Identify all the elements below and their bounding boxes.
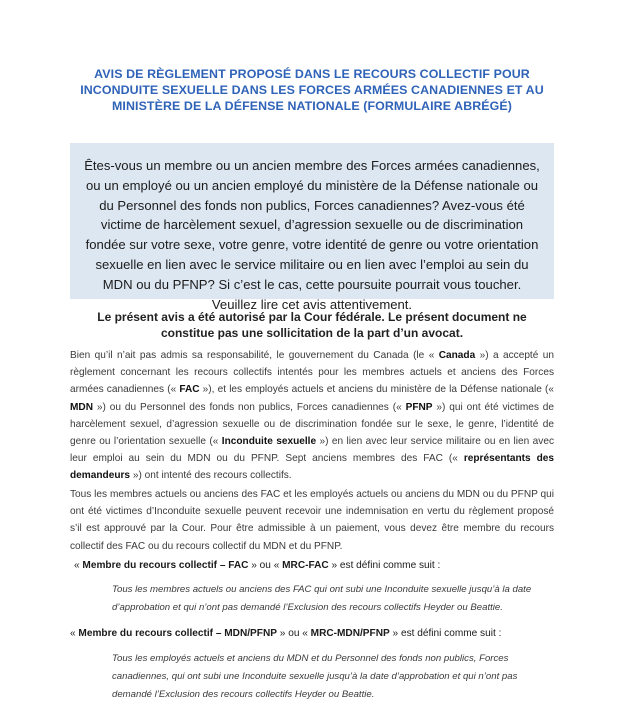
- definition-text-mdn-pfnp: Tous les employés actuels et anciens du MDN et du Personnel des fonds non publics, Forces canadiennes, qui ont subi une Inconduite sexuelle jusqu’à la date d’approbation et qui n’ont pas demandé l’Exclusion des recours collectifs Heyder ou Beattie.: [112, 653, 518, 700]
- term-mdn: MDN: [70, 401, 93, 413]
- definition-heading-fac: « Membre du recours collectif – FAC » ou « MRC-FAC » est défini comme suit :: [74, 560, 441, 571]
- term-mrc-fac: MRC-FAC: [282, 560, 329, 571]
- notice-title: AVIS DE RÈGLEMENT PROPOSÉ DANS LE RECOURS COLLECTIF POUR INCONDUITE SEXUELLE DANS LES FORCES ARMÉES CANADIENNES ET AU MINISTÈRE DE LA DÉFENSE NATIONALE (FORMULAIRE ABRÉGÉ): [80, 67, 544, 113]
- definition-heading-mdn-pfnp: « Membre du recours collectif – MDN/PFNP » ou « MRC-MDN/PFNP » est défini comme suit :: [70, 628, 502, 639]
- term-mrc-fac-long: Membre du recours collectif – FAC: [82, 560, 249, 571]
- definition-text-fac: Tous les membres actuels ou anciens des FAC qui ont subi une Inconduite sexuelle jusqu’à la date d’approbation et qui n’ont pas demandé l’Exclusion des recours collectifs Heyder ou Beattie.: [112, 584, 532, 613]
- eligibility-paragraph: Tous les membres actuels ou anciens des FAC et les employés actuels ou anciens du MDN ou du PFNP qui ont été victimes d’Inconduite sexuelle peuvent recevoir une indemnisation en vertu du règlement proposé s’il est approuvé par la Cour. Pour être admissible à un paiement, vous devez être membre du recours collectif des FAC ou du recours collectif du MDN et du PFNP.: [70, 489, 554, 552]
- term-representants: représentants des demandeurs: [70, 453, 554, 482]
- eligibility-callout: Êtes-vous un membre ou un ancien membre des Forces armées canadiennes, ou un employé ou un ancien employé du ministère de la Défense nationale ou du Personnel des fonds non publics, Forces canadiennes? Avez-vous été victime de harcèlement sexuel, d’agression sexuelle ou de discrimination fondée sur votre sexe, votre genre, votre identité de genre ou votre orientation sexuelle en lien avec le service militaire ou en lien avec l’emploi au sein du MDN ou du PFNP? Si c’est le cas, cette poursuite pourrait vous toucher. Veuillez lire cet avis attentivement.: [70, 143, 554, 299]
- term-mrc-mdn-long: Membre du recours collectif – MDN/PFNP: [78, 628, 277, 639]
- term-pfnp: PFNP: [405, 401, 433, 413]
- term-mrc-mdn: MRC-MDN/PFNP: [310, 628, 390, 639]
- term-inconduite: Inconduite sexuelle: [221, 436, 317, 448]
- term-canada: Canada: [438, 350, 476, 361]
- authorization-statement: Le présent avis a été autorisé par la Cour fédérale. Le présent document ne constitue pas une sollicitation de la part d’un avocat.: [97, 310, 527, 340]
- term-fac: FAC: [179, 384, 200, 396]
- settlement-paragraph: Bien qu’il n’ait pas admis sa responsabilité, le gouvernement du Canada (le « Canada ») a accepté un règlement concernant les recours collectifs intentés pour les membres actuels et anciens des Forces armées canadiennes (« FAC »), et les employés actuels et anciens du ministère de la Défense nationale (« MDN ») ou du Personnel des fonds non publics, Forces canadiennes (« PFNP ») qui ont été victimes de harcèlement sexuel, d’agression sexuelle ou de discrimination fondée sur le sexe, le genre, l’identité de genre ou l’orientation sexuelle (« Inconduite sexuelle ») en lien avec leur service militaire ou en lien avec leur emploi au sein du MDN ou du PFNP. Sept anciens membres des FAC (« représentants des demandeurs ») ont intenté des recours collectifs.: [70, 350, 555, 482]
